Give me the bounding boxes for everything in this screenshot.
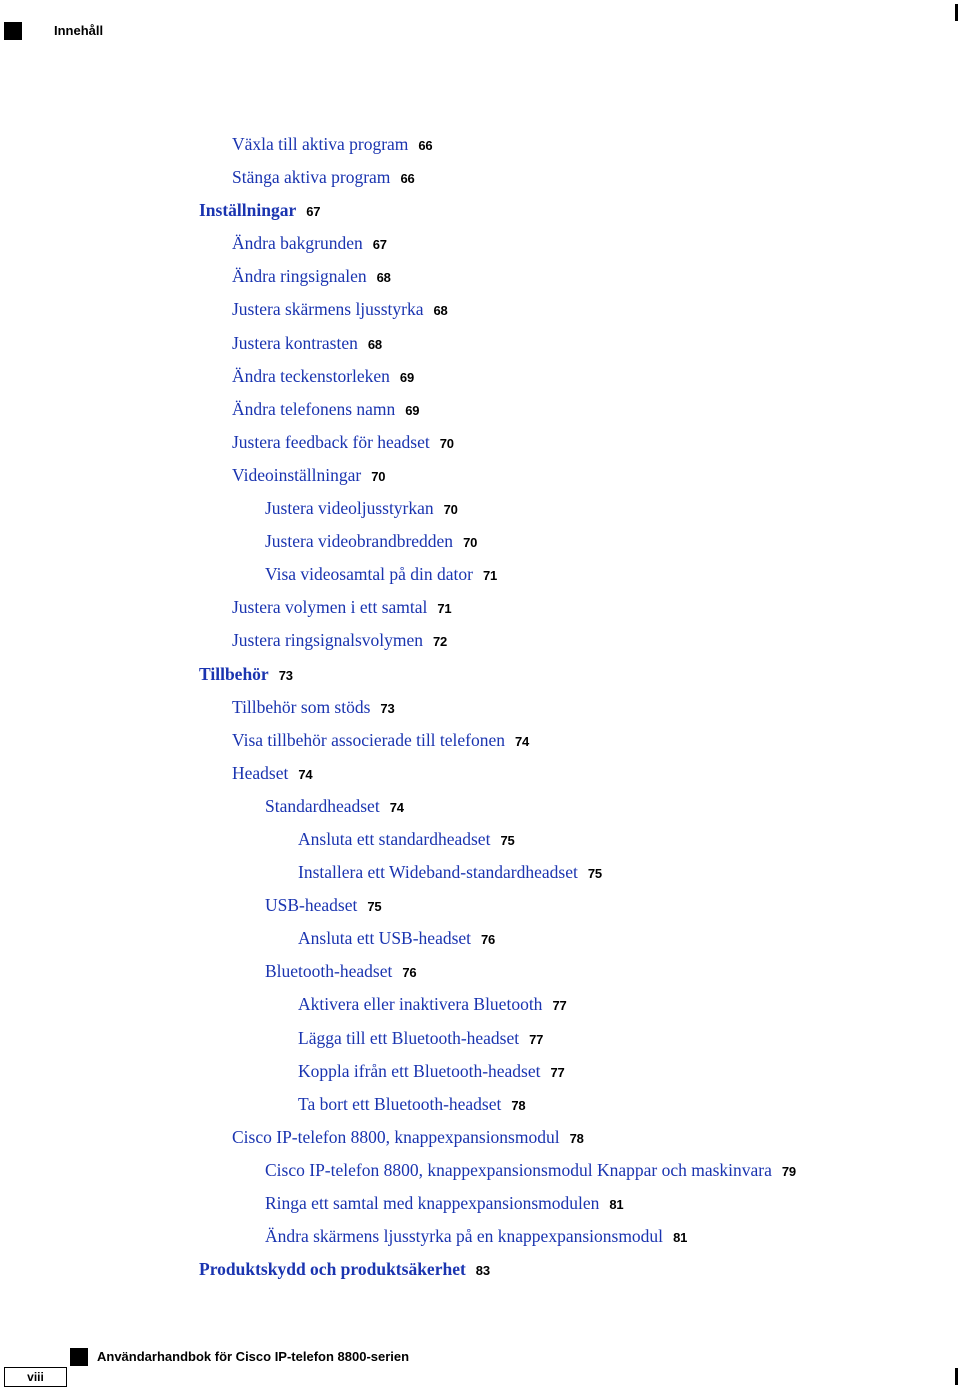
toc-entry-page-number: 66 (418, 138, 433, 153)
toc-entry-title[interactable]: Cisco IP-telefon 8800, knappexpansionsmodul Knappar och maskinvara (265, 1159, 772, 1180)
toc-entry[interactable] (0, 426, 960, 459)
toc-entry[interactable] (0, 757, 960, 790)
toc-entry-page-number: 81 (673, 1230, 688, 1246)
toc-entry[interactable] (0, 1253, 960, 1286)
toc-entry[interactable] (0, 558, 960, 591)
footer-edge-bar (955, 1368, 958, 1385)
toc-entry[interactable] (0, 194, 960, 227)
toc-entry-page-number: 75 (500, 832, 515, 848)
toc-entry-page-number: 79 (781, 1163, 796, 1179)
toc-entry[interactable] (0, 525, 960, 558)
toc-entry[interactable] (0, 360, 960, 393)
toc-entry-page-number: 69 (399, 369, 414, 385)
toc-entry-page-number: 83 (475, 1263, 490, 1279)
toc-entry-page-number: 68 (433, 303, 448, 319)
toc-entry-title[interactable]: Installera ett Wideband-standardheadset (298, 862, 578, 883)
toc-entry-title[interactable]: Justera ringsignalsvolymen (232, 630, 424, 651)
toc-entry-title[interactable]: Ändra ringsignalen (232, 266, 367, 287)
toc-entry[interactable] (0, 823, 960, 856)
toc-entry-title[interactable]: Ringa ett samtal med knappexpansionsmodulen (265, 1193, 600, 1213)
toc-entry[interactable] (0, 591, 960, 624)
toc-entry-title[interactable]: Justera videobrandbredden (265, 531, 454, 552)
toc-entry-page-number: 77 (529, 1031, 544, 1047)
toc-entry[interactable] (0, 790, 960, 823)
toc-entry[interactable] (0, 1187, 960, 1220)
toc-entry-page-number: 70 (439, 435, 454, 451)
toc-entry-title[interactable]: USB-headset (265, 895, 358, 916)
toc-entry-title[interactable]: Justera videoljusstyrkan (265, 498, 434, 519)
toc-entry[interactable] (0, 1154, 960, 1187)
header-edge-bar (955, 4, 958, 21)
toc-entry[interactable] (0, 624, 960, 657)
table-of-contents (0, 128, 960, 1286)
header-section-title: Innehåll (54, 23, 104, 38)
toc-entry-title[interactable]: Ansluta ett USB-headset (298, 928, 472, 949)
toc-entry-title[interactable]: Ändra skärmens ljusstyrka på en knappexpansionsmodul (265, 1226, 664, 1247)
toc-entry[interactable] (0, 161, 960, 194)
toc-entry[interactable] (0, 955, 960, 988)
toc-entry-page-number: 75 (587, 866, 602, 882)
toc-entry-title[interactable]: Videoinställningar (232, 464, 362, 485)
toc-entry-page-number: 67 (372, 237, 387, 253)
toc-entry-page-number: 76 (481, 932, 496, 948)
toc-entry-title[interactable]: Tillbehör (199, 663, 269, 684)
toc-entry[interactable] (0, 988, 960, 1021)
toc-entry-title[interactable]: Produktskydd och produktsäkerhet (199, 1259, 466, 1280)
toc-entry-title[interactable]: Justera kontrasten (232, 332, 358, 353)
toc-entry[interactable] (0, 922, 960, 955)
toc-entry-page-number: 77 (550, 1064, 565, 1080)
toc-entry[interactable] (0, 889, 960, 922)
toc-entry-page-number: 78 (569, 1130, 584, 1146)
header-marker (4, 22, 22, 40)
toc-entry-page-number: 75 (367, 899, 382, 915)
toc-entry-title[interactable]: Justera feedback för headset (232, 431, 430, 452)
toc-entry-page-number: 69 (405, 402, 420, 418)
toc-entry[interactable] (0, 459, 960, 492)
toc-entry-page-number: 81 (609, 1197, 624, 1212)
toc-entry[interactable] (0, 128, 960, 161)
toc-entry-page-number: 71 (437, 601, 452, 617)
toc-entry[interactable] (0, 492, 960, 525)
toc-entry-page-number: 67 (306, 204, 321, 220)
toc-entry[interactable] (0, 658, 960, 691)
toc-entry[interactable] (0, 227, 960, 260)
toc-entry-page-number: 78 (511, 1097, 526, 1113)
toc-entry-title[interactable]: Justera volymen i ett samtal (232, 597, 428, 618)
toc-entry[interactable] (0, 1055, 960, 1088)
toc-entry-page-number: 66 (400, 171, 415, 187)
toc-entry-page-number: 72 (433, 634, 448, 650)
toc-entry-title[interactable]: Bluetooth-headset (265, 961, 393, 982)
toc-entry[interactable] (0, 691, 960, 724)
footer-marker (70, 1348, 88, 1366)
toc-entry-title[interactable]: Standardheadset (265, 795, 380, 816)
toc-entry[interactable] (0, 724, 960, 757)
toc-entry[interactable] (0, 260, 960, 293)
toc-entry[interactable] (0, 1220, 960, 1253)
footer-book-title: Användarhandbok för Cisco IP-telefon 8800-serien (97, 1349, 410, 1364)
toc-entry-title[interactable]: Visa videosamtal på din dator (265, 564, 473, 585)
toc-entry-title[interactable]: Aktivera eller inaktivera Bluetooth (298, 994, 543, 1015)
toc-entry-title[interactable]: Koppla ifrån ett Bluetooth-headset (298, 1060, 541, 1081)
toc-entry-title[interactable]: Ta bort ett Bluetooth-headset (298, 1093, 502, 1114)
toc-entry-title[interactable]: Stänga aktiva program (232, 167, 391, 188)
toc-entry-page-number: 76 (402, 965, 417, 981)
toc-entry-title[interactable]: Ändra telefonens namn (232, 398, 396, 419)
toc-entry-title[interactable]: Visa tillbehör associerade till telefonen (232, 729, 506, 750)
toc-entry-title[interactable]: Cisco IP-telefon 8800, knappexpansionsmodul (232, 1126, 560, 1147)
toc-entry-page-number: 70 (443, 502, 458, 518)
toc-entry-title[interactable]: Inställningar (199, 200, 297, 221)
toc-entry-page-number: 68 (367, 336, 382, 352)
toc-entry-title[interactable]: Ändra teckenstorleken (232, 365, 390, 386)
toc-entry-page-number: 73 (380, 700, 395, 716)
toc-entry[interactable] (0, 1088, 960, 1121)
toc-entry-title[interactable]: Justera skärmens ljusstyrka (232, 299, 424, 320)
toc-entry[interactable] (0, 1121, 960, 1154)
toc-entry-page-number: 74 (389, 799, 404, 815)
toc-entry[interactable] (0, 293, 960, 326)
toc-entry-page-number: 77 (552, 998, 567, 1014)
toc-entry-page-number: 73 (278, 667, 293, 683)
toc-entry-page-number: 71 (482, 568, 497, 584)
toc-entry[interactable] (0, 1022, 960, 1055)
toc-entry-title[interactable]: Ansluta ett standardheadset (298, 828, 491, 849)
toc-entry-title[interactable]: Tillbehör som stöds (232, 696, 371, 717)
toc-entry-page-number: 68 (376, 270, 391, 286)
toc-entry-page-number: 70 (463, 535, 478, 551)
toc-entry[interactable] (0, 327, 960, 360)
toc-entry-title[interactable]: Ändra bakgrunden (232, 233, 363, 254)
footer-page-number: viii (4, 1367, 67, 1387)
toc-entry-page-number: 70 (371, 468, 386, 484)
toc-entry[interactable] (0, 393, 960, 426)
toc-entry-title[interactable]: Lägga till ett Bluetooth-headset (298, 1027, 520, 1048)
toc-entry[interactable] (0, 856, 960, 889)
toc-entry-page-number: 74 (515, 733, 530, 749)
toc-entry-title[interactable]: Växla till aktiva program (232, 134, 409, 154)
toc-entry-page-number: 74 (298, 766, 313, 782)
toc-entry-title[interactable]: Headset (232, 762, 289, 783)
